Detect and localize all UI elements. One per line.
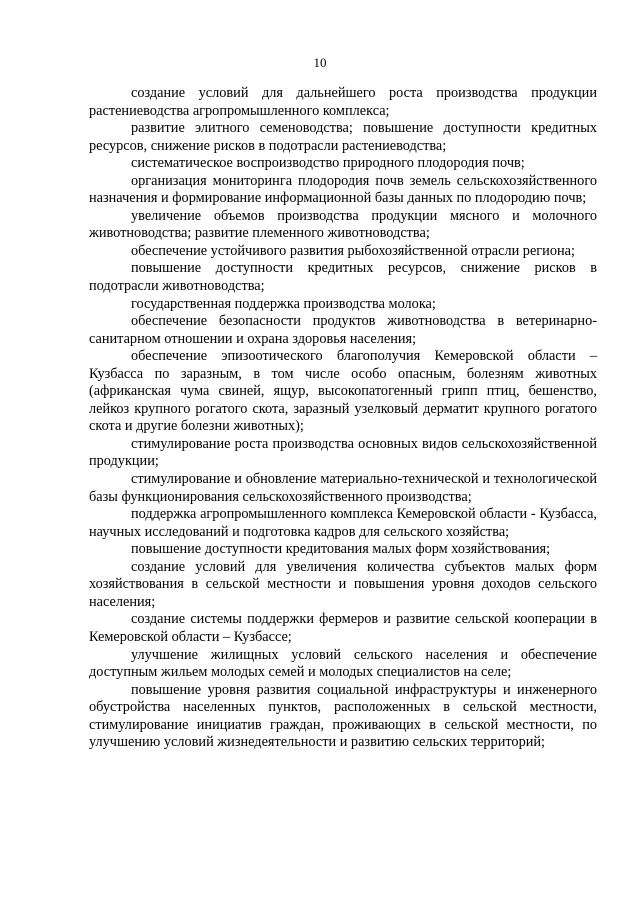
paragraph-agro-complex-support: поддержка агропромышленного комплекса Кемеровской области - Кузбасса, научных исследований и подготовка кадров для сельского хозяйства; xyxy=(89,506,597,540)
paragraph-milk-support: государственная поддержка производства молока; xyxy=(131,295,436,312)
paragraph-production-stimulation: стимулирование роста производства основных видов сельскохозяйственной продукции; xyxy=(89,435,597,470)
paragraph-fisheries-development: обеспечение устойчивого развития рыбохозяйственной отрасли региона; xyxy=(131,242,575,259)
paragraph-farmer-cooperation: создание системы поддержки фермеров и развитие сельской кооперации в Кемеровской области – Кузбассе; xyxy=(89,611,597,645)
paragraph-crop-production-growth: создание условий для дальнейшего роста производства продукции растениеводства агропромышленного комплекса; xyxy=(89,85,597,119)
paragraph-small-farms-credit: повышение доступности кредитования малых форм хозяйствования; xyxy=(131,541,551,558)
paragraph-rural-housing: улучшение жилищных условий сельского населения и обеспечение доступным жильем молодых семей и молодых специалистов на селе; xyxy=(89,646,597,681)
paragraph-livestock-credit: повышение доступности кредитных ресурсов, снижение рисков в подотрасли животноводства; xyxy=(89,260,597,295)
paragraph-small-farms-growth: создание условий для увеличения количества субъектов малых форм хозяйствования в сельской местности и повышения уровня доходов сельского населения; xyxy=(89,558,597,610)
paragraph-elite-seed-production: развитие элитного семеноводства; повышение доступности кредитных ресурсов, снижение рисков в подотрасли растениеводства; xyxy=(89,120,597,154)
paragraph-soil-monitoring: организация мониторинга плодородия почв земель сельскохозяйственного назначения и формирование информационной базы данных по плодородию почв; xyxy=(89,172,597,207)
paragraph-epizootic-wellbeing: обеспечение эпизоотического благополучия Кемеровской области – Кузбасса по заразным, в том числе особо опасным, болезням животных (африканская чума свиней, ящур, высокопатогенный грипп птиц, бешенство, лейкоз крупного рогатого скота, заразный узелковый дерматит крупного рогатого скота и другие болезни животных); xyxy=(89,348,597,435)
page-number: 10 xyxy=(313,55,327,70)
paragraph-meat-dairy-production: увеличение объемов производства продукции мясного и молочного животноводства; развитие племенного животноводства; xyxy=(89,207,597,242)
paragraph-technical-base-renewal: стимулирование и обновление материально-технической и технологической базы функционирования сельскохозяйственного производства; xyxy=(89,471,597,505)
paragraph-veterinary-safety: обеспечение безопасности продуктов животноводства в ветеринарно-санитарном отношении и охрана здоровья населения; xyxy=(89,313,597,347)
paragraph-soil-fertility-reproduction: систематическое воспроизводство природного плодородия почв; xyxy=(131,155,525,172)
document-body xyxy=(89,85,597,752)
paragraph-rural-infrastructure: повышение уровня развития социальной инфраструктуры и инженерного обустройства населенных пунктов, расположенных в сельской местности, стимулирование инициатив граждан, проживающих в сельской местности, по улучшению условий жизнедеятельности и развитию сельских территорий; xyxy=(89,681,597,751)
